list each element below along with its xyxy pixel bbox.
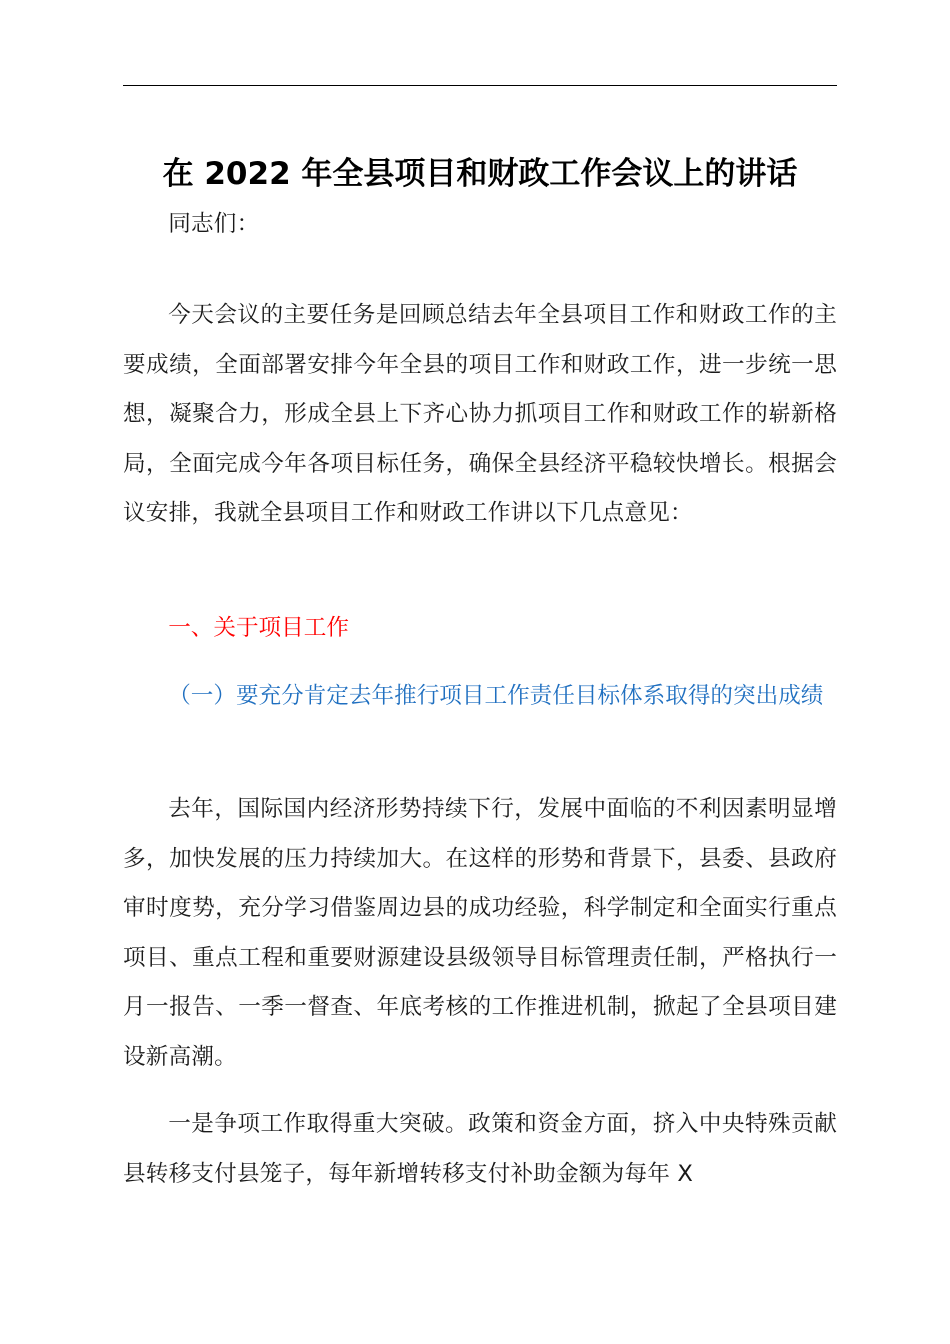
body-paragraph-2: 一是争项工作取得重大突破。政策和资金方面，挤入中央特殊贡献县转移支付县笼子，每年新增转移支付补助金额为每年 X — [123, 1111, 837, 1187]
greeting: 同志们： — [168, 211, 260, 237]
header-rule — [123, 85, 837, 86]
body-paragraph-1: 去年，国际国内经济形势持续下行，发展中面临的不利因素明显增多，加快发展的压力持续加大。在这样的形势和背景下，县委、县政府审时度势，充分学习借鉴周边县的成功经验，科学制定和全面实行重点项目、重点工程和重要财源建设县级领导目标管理责任制，严格执行一月一报告、一季一督查、年底考核的工作推进机制，掀起了全县项目建设新高潮。 — [123, 796, 837, 1070]
subsection-heading: （一）要充分肯定去年推行项目工作责任目标体系取得的突出成绩 — [168, 683, 824, 709]
intro-paragraph: 今天会议的主要任务是回顾总结去年全县项目工作和财政工作的主要成绩，全面部署安排今年全县的项目工作和财政工作，进一步统一思想，凝聚合力，形成全县上下齐心协力抓项目工作和财政工作的崭新格局，全面完成今年各项目标任务，确保全县经济平稳较快增长。根据会议安排，我就全县项目工作和财政工作讲以下几点意见： — [123, 302, 837, 526]
section-heading: 一、关于项目工作 — [168, 615, 349, 641]
document-title: 在 2022 年全县项目和财政工作会议上的讲话 — [162, 156, 798, 192]
